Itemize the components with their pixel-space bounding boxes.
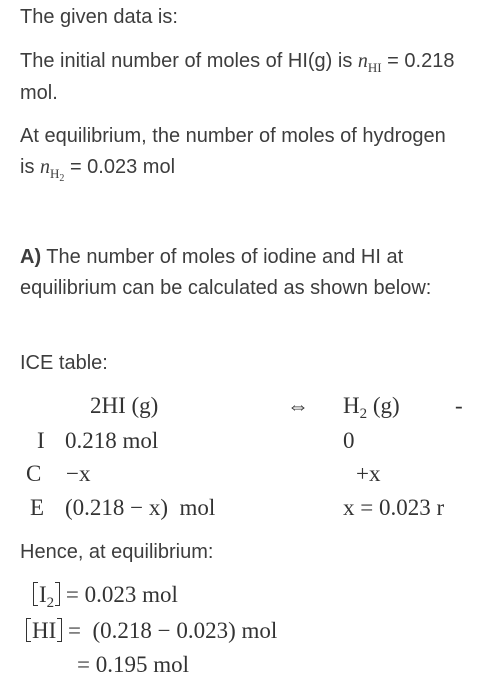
h2-moles-subscript: H2 <box>50 166 65 184</box>
ice-row-i-label: I <box>37 428 45 453</box>
h2-moles-symbol: n <box>40 156 50 178</box>
ice-row-c-label: C <box>26 461 42 486</box>
part-a-label: A) <box>20 246 42 268</box>
hence-text: Hence, at equilibrium: <box>20 541 214 563</box>
ice-row-c-reactant: −x <box>66 461 91 486</box>
ice-reactant: 2HI (g) <box>90 393 159 418</box>
hi-equilibrium-expression: HI = (0.218 − 0.023) mol <box>26 617 277 645</box>
h2-moles-rest: = 0.023 mol <box>64 156 176 178</box>
ice-row-c-product: +x <box>356 461 381 486</box>
hi-moles-subscript: HI <box>367 60 382 75</box>
hi-moles-rest: = 0.218 mol. <box>20 50 455 104</box>
hi-moles-text: The initial number of moles of HI(g) is <box>20 50 358 72</box>
part-a-body: The number of moles of iodine and HI at equilibrium can be calculated as shown below: <box>20 246 432 299</box>
hi-moles-symbol: n <box>357 50 368 72</box>
intro-text: The given data is: <box>20 6 178 28</box>
ice-row-e-reactant: (0.218 − x) mol <box>65 495 216 520</box>
equilibrium-arrow: ⇔ <box>287 393 309 418</box>
ice-product: $H_2$ (g) <box>343 393 400 422</box>
ice-row-i-product: 0 <box>343 428 355 453</box>
ice-row-i-reactant: 0.218 mol <box>65 428 159 453</box>
ice-cutoff-sign: - <box>455 393 463 418</box>
ice-row-e-product: x = 0.023 r <box>343 495 445 520</box>
ice-table-label: ICE table: <box>20 352 108 374</box>
h2-moles-text: At equilibrium, the number of moles of hydrogen is <box>20 125 446 178</box>
ice-row-e-label: E <box>30 495 45 520</box>
i2-equilibrium-result: $I_2 = 0.023$ mol <box>33 581 178 612</box>
hi-equilibrium-result: = 0.195 mol <box>77 652 190 677</box>
